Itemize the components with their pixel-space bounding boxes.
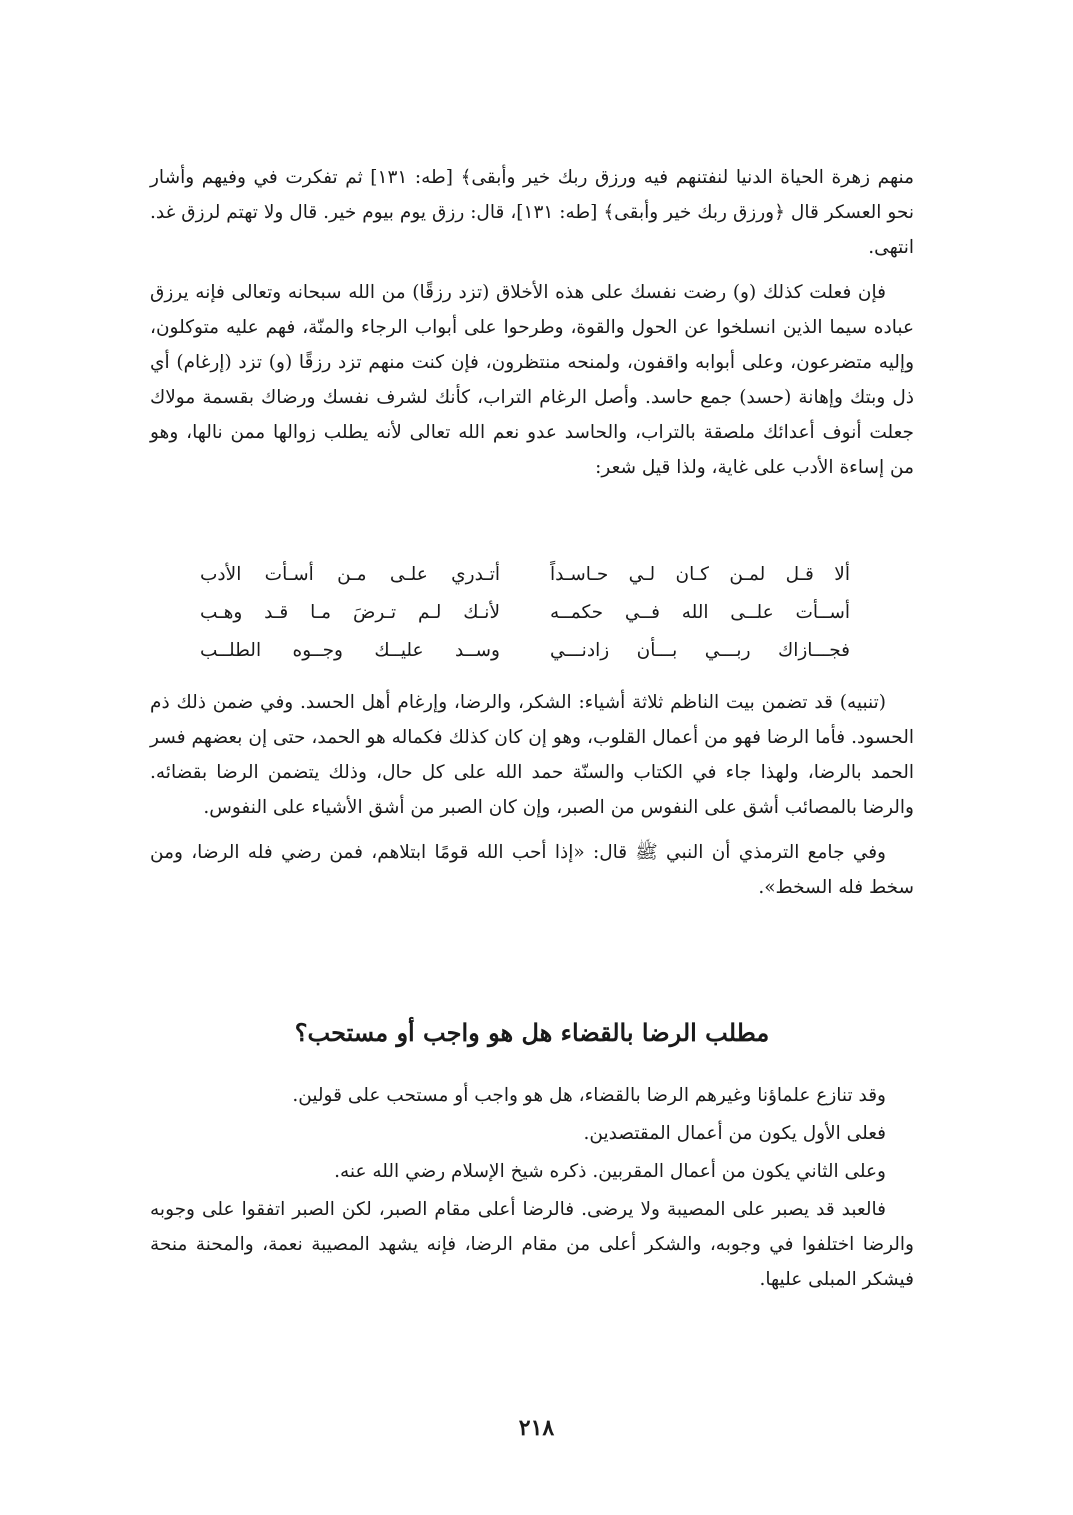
- poem: [200, 556, 850, 670]
- bottom-text-block: [150, 1078, 914, 1300]
- poem-verse: [200, 594, 850, 632]
- verse-first-hemistich: فجـــازاك ربـــي بـــأن زادنـــي: [550, 640, 850, 661]
- section-heading: مطلب الرضا بالقضاء هل هو واجب أو مستحب؟: [294, 1018, 770, 1047]
- paragraph-quran-reference: منهم زهرة الحياة الدنيا لنفتنهم فيه ورزق ربك خير وأبقى﴾ [طه: ١٣١] ثم تفكرت في وفيهم وأشار نحو العسكر قال ﴿ورزق ربك خير وأبقى﴾ [طه: ١٣١]، قال: رزق يوم بيوم خير. قال ولا تهتم لرزق غد. انتهى.: [150, 167, 914, 258]
- verse-second-hemistich: لأنـك لـم تـرضَ مـا قـد وهـب: [200, 602, 500, 623]
- verse-second-hemistich: وســد عليــك وجــوه الطلــب: [200, 640, 500, 661]
- poem-verse: [200, 556, 850, 594]
- poem-verse: [200, 632, 850, 670]
- page-number: ٢١٨: [518, 1415, 555, 1441]
- top-text-block: [150, 160, 914, 495]
- middle-text-block: [150, 685, 914, 915]
- paragraph-first-view: فعلى الأول يكون من أعمال المقتصدين.: [583, 1123, 886, 1144]
- verse-first-hemistich: ألا قـل لمـن كـان لـي حـاسـداً: [550, 564, 850, 585]
- paragraph-dispute: وقد تنازع علماؤنا وغيرهم الرضا بالقضاء، هل هو واجب أو مستحب على قولين.: [292, 1085, 886, 1106]
- paragraph-second-view: وعلى الثاني يكون من أعمال المقربين. ذكره شيخ الإسلام رضي الله عنه.: [334, 1161, 886, 1182]
- paragraph-patience: فالعبد قد يصبر على المصيبة ولا يرضى. فالرضا أعلى مقام الصبر، لكن الصبر اتفقوا على وجوبه والرضا اختلفوا في وجوبه، والشكر أعلى من مقام الرضا، فإنه يشهد المصيبة نعمة، والمحنة منحة فيشكر المبلى عليها.: [150, 1199, 914, 1290]
- paragraph-note: (تنبيه) قد تضمن بيت الناظم ثلاثة أشياء: الشكر، والرضا، وإرغام أهل الحسد. وفي ضمن ذلك ذم الحسود. فأما الرضا فهو من أعمال القلوب، وهو إن كان كذلك فكماله هو الحمد، حتى إن بعضهم فسر الحمد بالرضا، ولهذا جاء في الكتاب والسنّة حمد الله على كل حال، وذلك يتضمن الرضا بقضائه. والرضا بالمصائب أشق على النفوس من الصبر، وإن كان الصبر من أشق الأشياء على النفوس.: [150, 692, 914, 818]
- paragraph-hadith: وفي جامع الترمذي أن النبي ﷺ قال: «إذا أحب الله قومًا ابتلاهم، فمن رضي فله الرضا، ومن سخط فله السخط».: [150, 842, 914, 898]
- verse-first-hemistich: أســأت علــى الله فــي حكمــه: [550, 602, 850, 623]
- paragraph-increase-provision: فإن فعلت كذلك (و) رضت نفسك على هذه الأخلاق (تزد رزقًا) من الله سبحانه وتعالى فإنه يرزق عباده سيما الذين انسلخوا عن الحول والقوة، وطرحوا على أبواب الرجاء والمنّة، فهم عليه متوكلون، وإليه متضرعون، وعلى أبوابه واقفون، ولمنحه منتظرون، فإن كنت منهم تزد رزقًا (و) تزد (إرغام) أي ذل وبتك وإهانة (حسد) جمع حاسد. وأصل الرغام التراب، كأنك لشرف نفسك ورضاك بقسمة مولاك جعلت أنوف أعدائك ملصقة بالتراب، والحاسد عدو نعم الله تعالى لأنه يطلب زوالها ممن نالها، وهو من إساءة الأدب على غاية، ولذا قيل شعر:: [150, 282, 914, 478]
- verse-second-hemistich: أتـدري علـى مـن أسـأت الأدب: [200, 564, 500, 585]
